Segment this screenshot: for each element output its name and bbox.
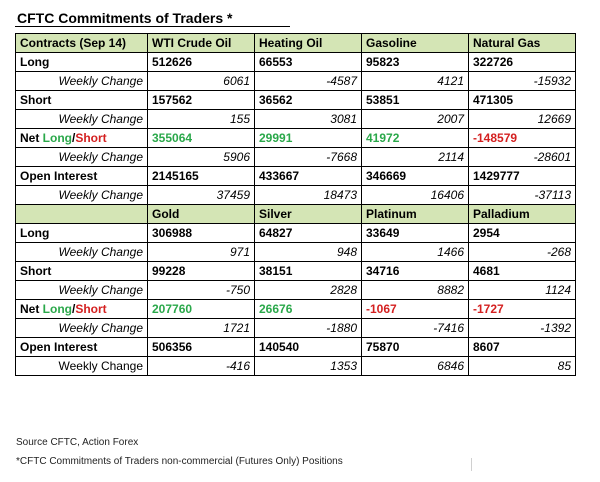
net-slash: / [72, 131, 76, 145]
value-cell: 471305 [469, 91, 576, 110]
value-cell: 355064 [148, 129, 255, 148]
value-cell: -1727 [469, 300, 576, 319]
row-label: Long [16, 224, 148, 243]
metals-header-row [16, 205, 576, 224]
cot-table [15, 33, 576, 376]
header-cell: Contracts (Sep 14) [16, 34, 148, 53]
change-cell: 8882 [362, 281, 469, 300]
change-cell: 5906 [148, 148, 255, 167]
row-label: Weekly Change [16, 148, 148, 167]
value-cell: 95823 [362, 53, 469, 72]
change-cell: 2007 [362, 110, 469, 129]
table-row [16, 148, 576, 167]
row-label: Long [16, 53, 148, 72]
change-cell: 6061 [148, 72, 255, 91]
net-prefix: Net [20, 131, 43, 145]
net-long-label: Long [42, 302, 72, 316]
page-title: CFTC Commitments of Traders * [17, 10, 233, 26]
row-label [16, 300, 148, 319]
row-label: Short [16, 262, 148, 281]
value-cell: 346669 [362, 167, 469, 186]
change-cell: 1353 [255, 357, 362, 376]
change-cell: 4121 [362, 72, 469, 91]
table-row [16, 129, 576, 148]
change-cell: 971 [148, 243, 255, 262]
net-long-label: Long [42, 131, 72, 145]
change-cell: 1466 [362, 243, 469, 262]
row-label: Weekly Change [16, 281, 148, 300]
change-cell: -4587 [255, 72, 362, 91]
header-cell: Gold [148, 205, 255, 224]
change-cell: -750 [148, 281, 255, 300]
header-cell: Natural Gas [469, 34, 576, 53]
change-cell: 85 [469, 357, 576, 376]
row-label: Weekly Change [16, 186, 148, 205]
row-label: Weekly Change [16, 357, 148, 376]
value-cell: -148579 [469, 129, 576, 148]
row-label: Weekly Change [16, 319, 148, 338]
net-slash: / [72, 302, 76, 316]
value-cell: 33649 [362, 224, 469, 243]
header-cell: WTI Crude Oil [148, 34, 255, 53]
row-label: Weekly Change [16, 72, 148, 91]
table-row [16, 357, 576, 376]
value-cell: 322726 [469, 53, 576, 72]
value-cell: 2145165 [148, 167, 255, 186]
change-cell: -1392 [469, 319, 576, 338]
table-row [16, 53, 576, 72]
change-cell: -1880 [255, 319, 362, 338]
change-cell: -15932 [469, 72, 576, 91]
value-cell: 157562 [148, 91, 255, 110]
table-row [16, 338, 576, 357]
change-cell: -7416 [362, 319, 469, 338]
change-cell: 948 [255, 243, 362, 262]
change-cell: -28601 [469, 148, 576, 167]
value-cell: 512626 [148, 53, 255, 72]
value-cell: 140540 [255, 338, 362, 357]
table-row [16, 281, 576, 300]
change-cell: -7668 [255, 148, 362, 167]
change-cell: 2114 [362, 148, 469, 167]
change-cell: 155 [148, 110, 255, 129]
value-cell: 306988 [148, 224, 255, 243]
value-cell: 53851 [362, 91, 469, 110]
change-cell: 1721 [148, 319, 255, 338]
table-row [16, 72, 576, 91]
table-row [16, 224, 576, 243]
table-row [16, 186, 576, 205]
change-cell: 2828 [255, 281, 362, 300]
value-cell: 64827 [255, 224, 362, 243]
row-label: Open Interest [16, 338, 148, 357]
value-cell: 26676 [255, 300, 362, 319]
table-row [16, 300, 576, 319]
change-cell: 1124 [469, 281, 576, 300]
change-cell: 16406 [362, 186, 469, 205]
source-note: Source CFTC, Action Forex [16, 437, 139, 448]
header-cell: Gasoline [362, 34, 469, 53]
change-cell: 37459 [148, 186, 255, 205]
change-cell: 6846 [362, 357, 469, 376]
table-row [16, 319, 576, 338]
net-short-label: Short [75, 302, 107, 316]
row-label: Weekly Change [16, 110, 148, 129]
table-row [16, 243, 576, 262]
value-cell: 2954 [469, 224, 576, 243]
value-cell: 8607 [469, 338, 576, 357]
change-cell: -268 [469, 243, 576, 262]
value-cell: 433667 [255, 167, 362, 186]
footnote: *CFTC Commitments of Traders non-commercial (Futures Only) Positions [16, 456, 343, 467]
row-label: Weekly Change [16, 243, 148, 262]
header-cell: Palladium [469, 205, 576, 224]
table-row [16, 91, 576, 110]
table-row [16, 110, 576, 129]
row-label: Open Interest [16, 167, 148, 186]
value-cell: 99228 [148, 262, 255, 281]
energy-header-row [16, 34, 576, 53]
value-cell: 1429777 [469, 167, 576, 186]
row-label [16, 129, 148, 148]
header-cell: Silver [255, 205, 362, 224]
change-cell: 18473 [255, 186, 362, 205]
divider [471, 458, 472, 471]
net-short-label: Short [75, 131, 107, 145]
net-prefix: Net [20, 302, 43, 316]
value-cell: 34716 [362, 262, 469, 281]
value-cell: -1067 [362, 300, 469, 319]
header-cell: Heating Oil [255, 34, 362, 53]
value-cell: 41972 [362, 129, 469, 148]
value-cell: 207760 [148, 300, 255, 319]
header-cell: Platinum [362, 205, 469, 224]
value-cell: 38151 [255, 262, 362, 281]
change-cell: 3081 [255, 110, 362, 129]
value-cell: 4681 [469, 262, 576, 281]
change-cell: -37113 [469, 186, 576, 205]
header-cell [16, 205, 148, 224]
value-cell: 29991 [255, 129, 362, 148]
value-cell: 66553 [255, 53, 362, 72]
change-cell: 12669 [469, 110, 576, 129]
title-underline [15, 26, 290, 27]
change-cell: -416 [148, 357, 255, 376]
value-cell: 75870 [362, 338, 469, 357]
table-row [16, 167, 576, 186]
value-cell: 506356 [148, 338, 255, 357]
row-label: Short [16, 91, 148, 110]
value-cell: 36562 [255, 91, 362, 110]
table-row [16, 262, 576, 281]
